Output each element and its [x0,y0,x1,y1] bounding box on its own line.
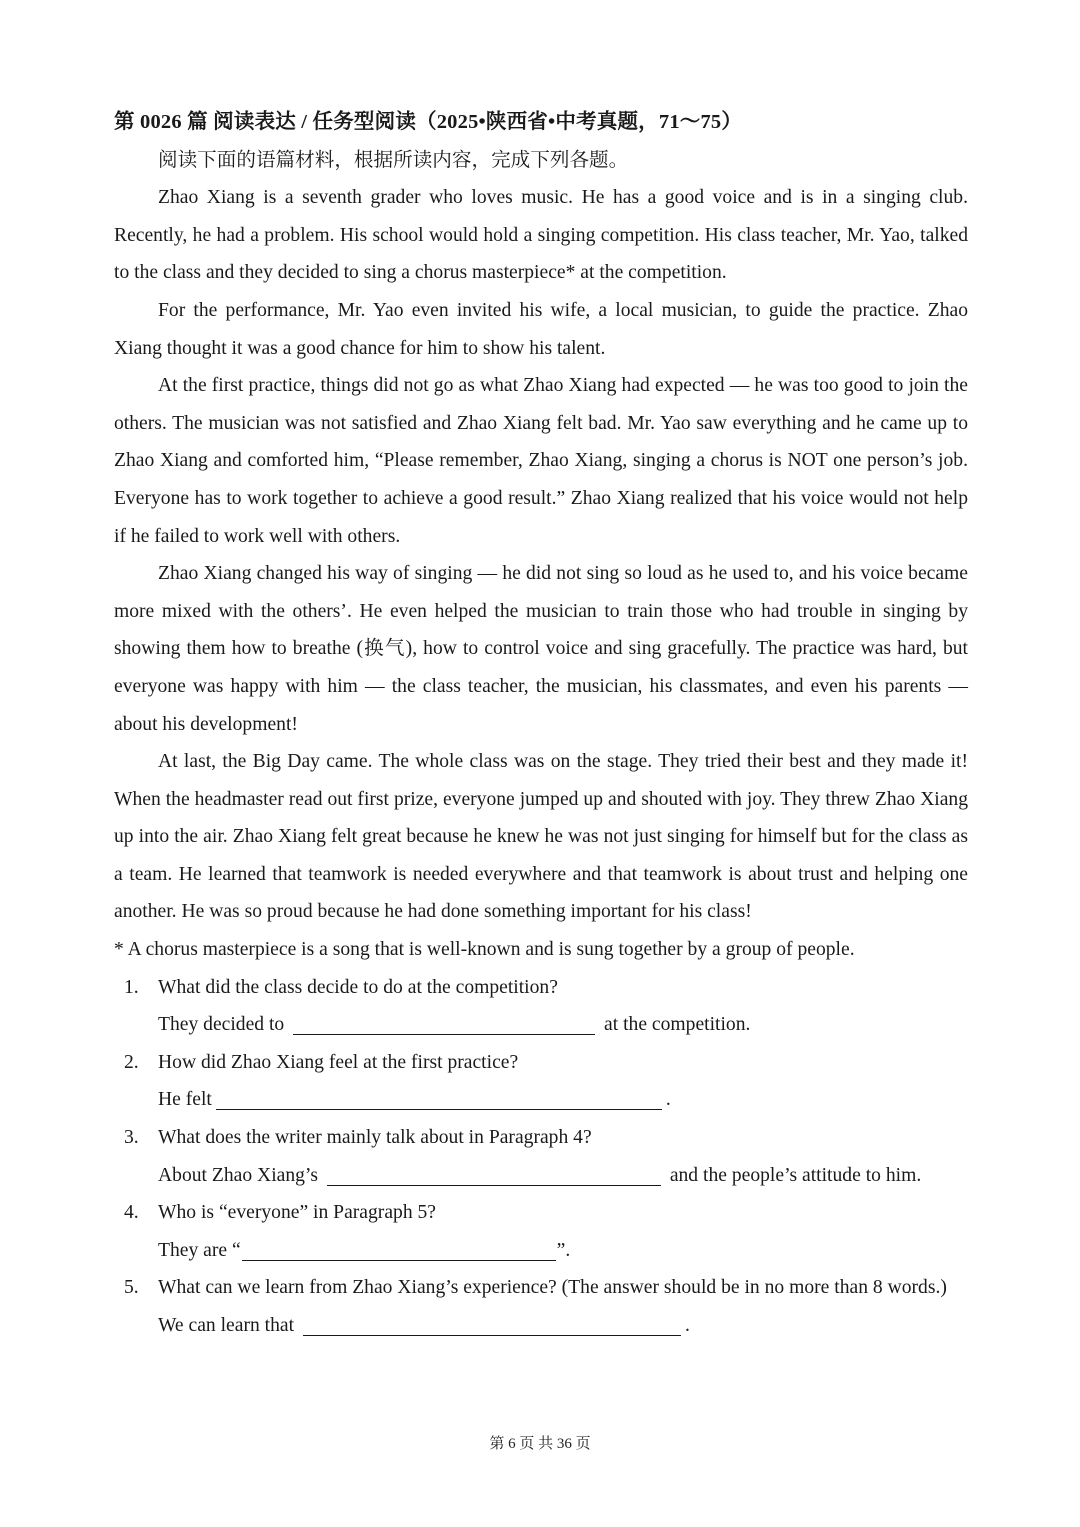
answer-blank[interactable] [303,1313,681,1336]
answer-blank[interactable] [242,1238,556,1261]
question-2 [114,1044,968,1082]
answer-line-4 [114,1232,968,1270]
question-number: 4. [124,1202,139,1224]
answer-line-5 [114,1307,968,1345]
paragraph-2: For the performance, Mr. Yao even invited his wife, a local musician, to guide the practice. Zhao Xiang thought it was a good chance for him to show his talent. [114,299,968,359]
answer-line-1 [114,1006,968,1044]
answer-suffix: ”. [556,1239,571,1261]
exercise-heading: 第 0026 篇 阅读表达 / 任务型阅读（2025•陕西省•中考真题，71～75） [114,111,743,133]
paragraph-4: Zhao Xiang changed his way of singing — he did not sing so loud as he used to, and his voice became more mixed with the others’. He even helped the musician to train those who had trouble in singing by showing them how to breathe (换气), how to control voice and sing gracefully. The practice was hard, but everyone was happy with him — the class teacher, the musician, his classmates, and even his parents — about his development! [114,563,968,735]
answer-suffix: . [665,1089,671,1111]
answer-line-3 [114,1157,968,1195]
paragraph-1: Zhao Xiang is a seventh grader who loves music. He has a good voice and is in a singing club. Recently, he had a problem. His school would hold a singing competition. His class teacher, Mr. Yao, talked to the class and they decided to sing a chorus masterpiece* at the competition. [114,187,968,284]
answer-blank[interactable] [293,1012,595,1035]
question-5 [114,1269,968,1307]
footnote: * A chorus masterpiece is a song that is well-known and is sung together by a group of people. [114,939,855,961]
answer-prefix: They decided to [158,1014,285,1036]
answer-prefix: We can learn that [158,1315,295,1336]
answer-prefix: He felt [158,1089,212,1111]
question-number: 3. [124,1127,139,1149]
question-text: Who is “everyone” in Paragraph 5? [158,1202,437,1224]
question-text: What did the class decide to do at the competition? [158,976,558,998]
answer-blank[interactable] [216,1087,662,1110]
paragraph-3: At the first practice, things did not go as what Zhao Xiang had expected — he was too good to join the others. The musician was not satisfied and Zhao Xiang felt bad. Mr. Yao saw everything and he came up to Zhao Xiang and comforted him, “Please remember, Zhao Xiang, singing a chorus is NOT one person’s job. Everyone has to work together to achieve a good result.” Zhao Xiang realized that his voice would not help if he failed to work well with others. [114,375,968,547]
question-number: 2. [124,1051,139,1073]
question-text: What does the writer mainly talk about in Paragraph 4? [158,1127,592,1149]
question-3 [114,1119,968,1157]
instruction: 阅读下面的语篇材料，根据所读内容，完成下列各题。 [158,149,629,171]
question-number: 1. [124,976,139,998]
answer-prefix: They are “ [158,1239,241,1261]
question-text: What can we learn from Zhao Xiang’s experience? (The answer should be in no more than 8 words.) [158,1277,947,1299]
question-1 [114,969,968,1007]
question-text: How did Zhao Xiang feel at the first practice? [158,1051,519,1073]
paragraph-5: At last, the Big Day came. The whole class was on the stage. They tried their best and they made it! When the headmaster read out first prize, everyone jumped up and shouted with joy. They threw Zhao Xiang up into the air. Zhao Xiang felt great because he knew he was not just singing for himself but for the class as a team. He learned that teamwork is needed everywhere and that teamwork is about trust and helping one another. He was so proud because he had done something important for his class! [114,751,968,923]
document-page [114,104,968,1345]
question-number: 5. [124,1277,139,1299]
answer-suffix: . [684,1315,690,1336]
answer-prefix: About Zhao Xiang’s [158,1164,318,1186]
page-footer: 第 6 页 共 36 页 [489,1436,591,1452]
answer-line-2 [114,1081,968,1119]
question-4 [114,1194,968,1232]
answer-suffix: at the competition. [604,1014,751,1036]
answer-suffix: and the people’s attitude to him. [669,1164,922,1186]
answer-blank[interactable] [327,1163,661,1186]
